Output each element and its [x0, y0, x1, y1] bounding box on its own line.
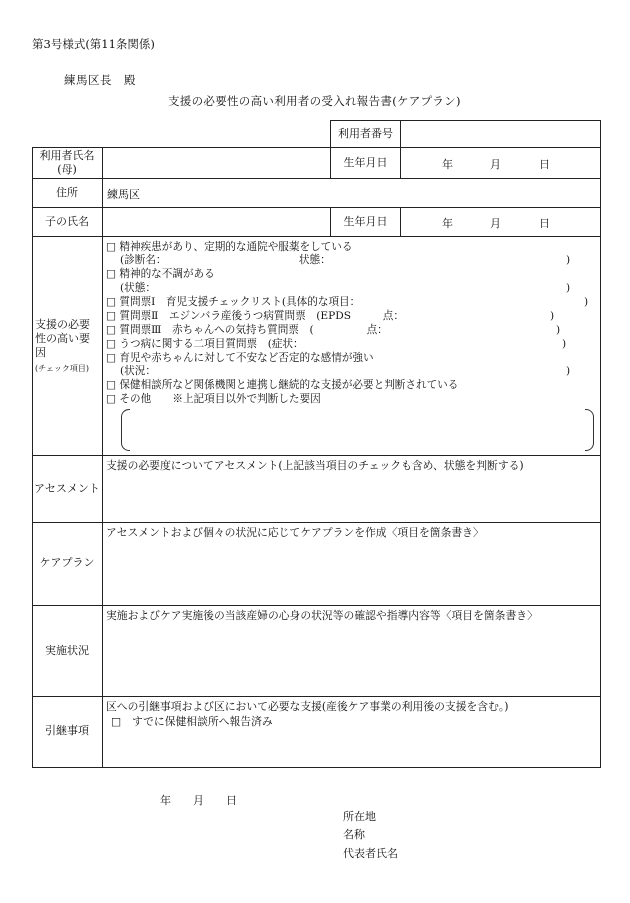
care-plan-label: ケアプラン [39, 556, 95, 569]
factor-continuous-support[interactable]: □ 保健相談所など関係機関と連携し継続的な支援が必要と判断されている [106, 379, 459, 391]
implementation-instruction: 実施およびケア実施後の当該産婦の心身の状況等の確認や指導内容等〈項目を箇条書き〉 [106, 609, 538, 622]
footer-date: 年 月 日 [160, 794, 237, 807]
factor-mental-disorder[interactable]: □ 精神的な不調がある [106, 268, 215, 280]
close-paren: ) [562, 338, 567, 350]
close-paren: ) [566, 282, 571, 294]
factor-condition-detail: (状態： [120, 282, 156, 294]
child-name-label: 子の氏名 [45, 215, 89, 228]
handover-instruction: 区への引継事項および区において必要な支援(産後ケア事業の利用後の支援を含む。) [106, 700, 509, 713]
factor-questionnaire-1[interactable]: □ 質問票Ⅰ 育児支援チェックリスト(具体的な項目： [106, 296, 361, 308]
assessment-instruction: 支援の必要度についてアセスメント(上記該当項目のチェックも含め、状態を判断する) [106, 459, 524, 472]
factor-questionnaire-3[interactable]: □ 質問票Ⅲ 赤ちゃんへの気持ち質問票 ( 点： [106, 324, 388, 336]
footer-name-label: 名称 [343, 828, 365, 841]
address-label: 住所 [56, 186, 78, 199]
factor-diagnosis-detail: (診断名： 状態： [120, 254, 331, 266]
support-factors-label: 支援の必要 性の高い要 因 (チェック項目) [33, 318, 104, 376]
handover-label: 引継事項 [45, 724, 89, 737]
factor-mental-illness[interactable]: □ 精神疾患があり、定期的な通院や服薬をしている [106, 241, 353, 253]
factor-depression-questionnaire[interactable]: □ うつ病に関する二項目質問票 (症状： [106, 338, 304, 350]
close-paren: ) [584, 296, 589, 308]
close-paren: ) [556, 324, 561, 336]
child-birth-day: 日 [539, 217, 550, 230]
assessment-label: アセスメント [34, 482, 100, 495]
user-birthdate-label: 生年月日 [343, 156, 388, 169]
close-paren: ) [566, 365, 571, 377]
user-number-label: 利用者番号 [338, 127, 393, 140]
addressee: 練馬区長 殿 [64, 73, 136, 87]
footer-representative-label: 代表者氏名 [343, 847, 398, 860]
user-birth-year: 年 [442, 158, 453, 171]
close-paren: ) [566, 254, 571, 266]
child-birth-month: 月 [490, 217, 501, 230]
care-plan-instruction: アセスメントおよび個々の状況に応じてケアプランを作成〈項目を箇条書き〉 [106, 526, 484, 539]
child-birthdate-label: 生年月日 [343, 215, 388, 228]
check-items-note: (チェック項目) [35, 364, 90, 373]
factor-questionnaire-2[interactable]: □ 質問票Ⅱ エジンバラ産後うつ病質問票 (EPDS 点： [106, 310, 404, 322]
user-name-label: 利用者氏名 (母) [39, 149, 95, 176]
child-birth-year: 年 [442, 217, 453, 230]
implementation-label: 実施状況 [45, 644, 89, 657]
user-birth-month: 月 [490, 158, 501, 171]
factor-situation-detail: (状況： [120, 365, 156, 377]
factor-negative-feelings[interactable]: □ 育児や赤ちゃんに対して不安など否定的な感情が強い [106, 352, 374, 364]
document-title: 支援の必要性の高い利用者の受入れ報告書(ケアプラン) [168, 94, 461, 108]
reported-checkbox[interactable]: □ すでに保健相談所へ報告済み [111, 715, 273, 728]
user-birth-day: 日 [539, 158, 550, 171]
close-paren: ) [550, 310, 555, 322]
footer-location-label: 所在地 [343, 810, 376, 823]
address-field[interactable]: 練馬区 [107, 188, 140, 201]
form-number: 第3号様式(第11条関係) [32, 37, 155, 51]
factor-other[interactable]: □ その他 ※上記項目以外で判断した要因 [106, 393, 321, 405]
